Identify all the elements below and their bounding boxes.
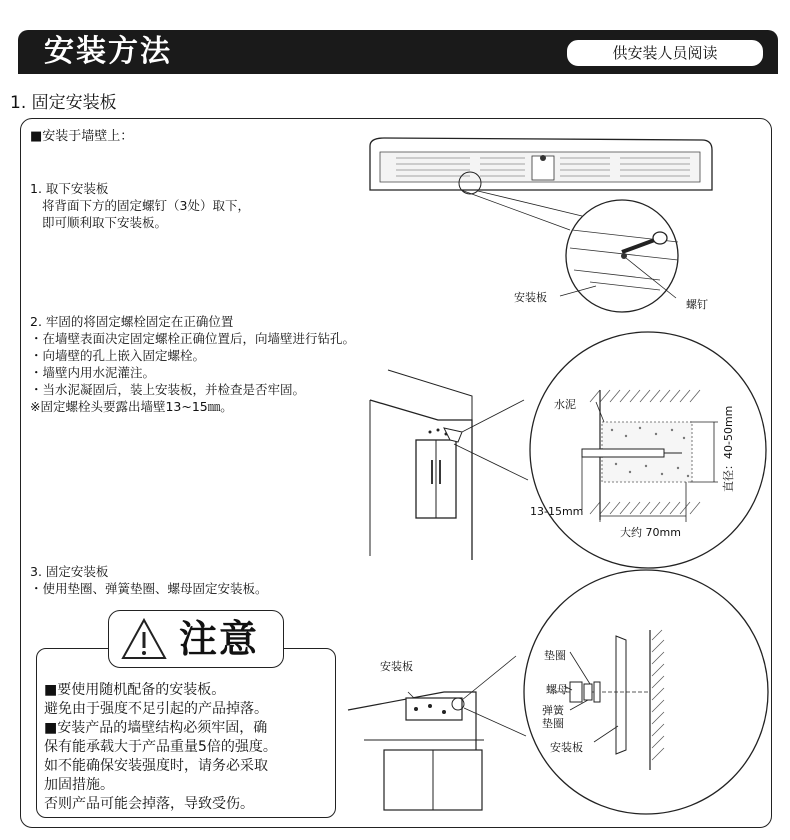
- label-hole-diameter: 直径：40-50mm: [722, 405, 735, 492]
- section-title: 1. 固定安装板: [10, 93, 117, 113]
- step3-line: ・使用垫圈、弹簧垫圈、螺母固定安装板。: [30, 581, 268, 596]
- label-washer: 垫圈: [544, 649, 566, 662]
- caution-line: 否则产品可能会掉落，导致受伤。: [44, 796, 254, 812]
- reader-badge: 供安装人员阅读: [566, 39, 764, 67]
- warning-icon: [121, 617, 167, 661]
- label-cement: 水泥: [554, 398, 576, 411]
- caution-line: ■安装产品的墙壁结构必须牢固，确: [44, 720, 268, 736]
- label-plate: 安装板: [380, 660, 413, 673]
- caution-line: ■要使用随机配备的安装板。: [44, 682, 226, 698]
- label-spring-washer: 垫圈: [542, 717, 564, 730]
- caution-line: 保有能承载大于产品重量5倍的强度。: [44, 739, 277, 755]
- label-nut: 螺母: [546, 683, 568, 696]
- step2-line: ・当水泥凝固后，装上安装板，并检查是否牢固。: [30, 382, 306, 397]
- label-screw: 螺钉: [686, 298, 708, 311]
- step1-title: 1. 取下安装板: [30, 181, 109, 196]
- step2-line: ・在墙壁表面决定固定螺栓正确位置后，向墙壁进行钻孔。: [30, 331, 356, 346]
- step1-line: 将背面下方的固定螺钉（3处）取下，: [42, 198, 250, 213]
- caution-title-box: [108, 610, 284, 668]
- wall-mount-heading: ■安装于墙壁上：: [30, 129, 134, 144]
- label-plate: 安装板: [514, 291, 547, 304]
- caution-line: 如不能确保安装强度时，请务必采取: [44, 758, 268, 774]
- step2-line: ・墙壁内用水泥灌注。: [30, 365, 156, 380]
- step2-note: ※固定螺栓头要露出墙壁13~15㎜。: [30, 399, 233, 414]
- caution-line: 避免由于强度不足引起的产品掉落。: [44, 701, 268, 717]
- step2-line: ・向墙壁的孔上嵌入固定螺栓。: [30, 348, 206, 363]
- caution-line: 加固措施。: [44, 777, 114, 793]
- step3-title: 3. 固定安装板: [30, 564, 109, 579]
- page-title: 安装方法: [44, 34, 172, 69]
- step1-line: 即可顺利取下安装板。: [42, 215, 168, 230]
- label-protrude-length: 13-15mm: [530, 505, 584, 518]
- label-hole-depth: 大约 70mm: [620, 526, 681, 539]
- page-header: [18, 30, 778, 74]
- step2-title: 2. 牢固的将固定螺栓固定在正确位置: [30, 314, 234, 329]
- label-plate-detail: 安装板: [550, 741, 583, 754]
- label-spring-washer: 弹簧: [542, 704, 564, 717]
- wall-bolt-illustration: [368, 360, 768, 570]
- caution-word: 注意: [179, 617, 260, 661]
